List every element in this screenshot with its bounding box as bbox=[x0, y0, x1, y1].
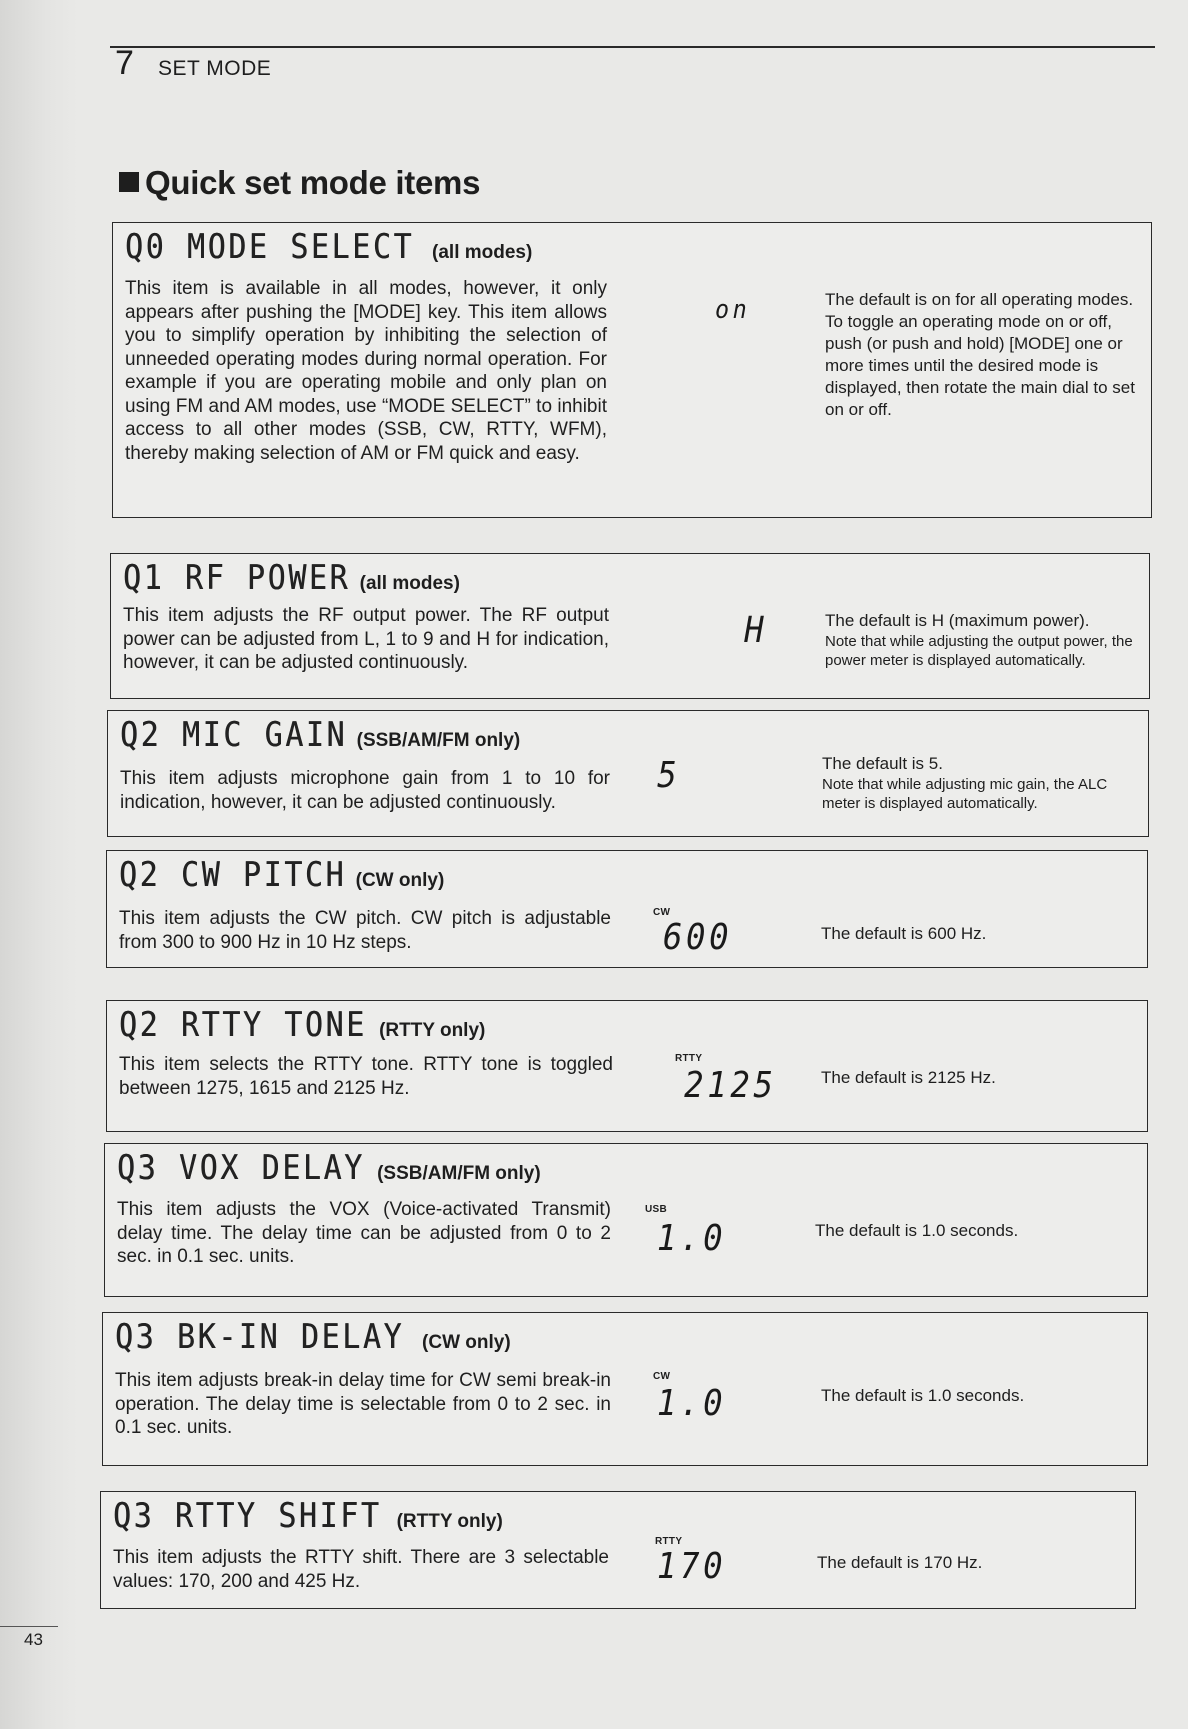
item-description: This item adjusts break-in delay time for CW semi break-in operation. The delay time is selectable from 0 to 2 sec. in 0.1 sec. units. bbox=[115, 1370, 611, 1438]
default-note-main: The default is H (maximum power). bbox=[825, 611, 1090, 630]
lcd-mode-label: USB bbox=[645, 1204, 668, 1215]
default-note: The default is on for all operating modes. To toggle an operating mode on or off, push (or push and hold) [MODE] one or more times until the desired mode is displayed, then rotate the main dial to set on or off. bbox=[825, 290, 1135, 419]
item-header bbox=[123, 558, 460, 598]
section-title bbox=[119, 164, 480, 202]
lcd-mode-label: RTTY bbox=[675, 1053, 703, 1064]
lcd-mode-label: CW bbox=[653, 1371, 671, 1382]
lcd-mode-label: CW bbox=[653, 907, 671, 918]
lcd-display-value: 2125 bbox=[684, 1065, 777, 1106]
item-description: This item is available in all modes, however, it only appears after pushing the [MODE] key. This item allows you to simplify operation by inhibiting the selection of unneeded operating modes during normal operation. For example if you are operating mobile and only plan on using FM and AM modes, use “MODE SELECT” to inhibit access to all other modes (SSB, CW, RTTY, WFM), thereby making selection of AM or FM quick and easy. bbox=[125, 278, 607, 464]
item-name: Q2 RTTY TONE bbox=[119, 1005, 367, 1045]
default-note: The default is 170 Hz. bbox=[817, 1553, 983, 1572]
default-note-detail: Note that while adjusting mic gain, the ALC meter is displayed automatically. bbox=[822, 776, 1108, 812]
square-bullet-icon bbox=[119, 172, 139, 192]
lcd-display-value: 1.0 bbox=[656, 1383, 727, 1424]
item-mode: (all modes) bbox=[432, 242, 533, 263]
item-q1-rf-power bbox=[110, 553, 1150, 699]
item-name: Q2 CW PITCH bbox=[119, 855, 347, 895]
item-name: Q2 MIC GAIN bbox=[120, 715, 348, 755]
item-mode: (RTTY only) bbox=[396, 1511, 503, 1532]
item-q2-cw-pitch bbox=[106, 850, 1148, 968]
item-q2-rtty-tone bbox=[106, 1000, 1148, 1132]
page-number: 43 bbox=[24, 1630, 43, 1649]
item-name: Q3 VOX DELAY bbox=[117, 1148, 365, 1188]
default-note: The default is 1.0 seconds. bbox=[815, 1221, 1019, 1240]
chapter-title: SET MODE bbox=[158, 57, 272, 80]
item-description: This item adjusts the CW pitch. CW pitch is adjustable from 300 to 900 Hz in 10 Hz steps. bbox=[119, 908, 611, 953]
item-description: This item adjusts the RTTY shift. There are 3 selectable values: 170, 200 and 425 Hz. bbox=[113, 1547, 609, 1592]
item-mode: (CW only) bbox=[355, 870, 445, 891]
item-header bbox=[120, 715, 520, 755]
default-note-main: The default is 5. bbox=[822, 754, 943, 773]
item-description: This item adjusts microphone gain from 1 to 10 for indication, however, it can be adjusted continuously. bbox=[120, 768, 610, 813]
item-header bbox=[117, 1148, 541, 1188]
item-name: Q0 MODE SELECT bbox=[125, 227, 415, 267]
item-header bbox=[113, 1496, 503, 1536]
default-note: The default is 600 Hz. bbox=[821, 924, 987, 943]
default-note: The default is 1.0 seconds. bbox=[821, 1386, 1025, 1405]
item-mode: (RTTY only) bbox=[379, 1020, 486, 1041]
lcd-display-value: 1.0 bbox=[656, 1218, 727, 1259]
lcd-display-value: H bbox=[744, 610, 768, 651]
item-header bbox=[115, 1317, 511, 1357]
item-name: Q3 BK-IN DELAY bbox=[115, 1317, 405, 1357]
item-q2-mic-gain bbox=[107, 710, 1149, 837]
default-note bbox=[822, 753, 1144, 813]
item-mode: (SSB/AM/FM only) bbox=[377, 1163, 541, 1184]
page-number-rule bbox=[0, 1626, 58, 1627]
header-rule bbox=[110, 46, 1155, 48]
item-header bbox=[119, 855, 444, 895]
item-mode: (all modes) bbox=[359, 573, 460, 594]
item-name: Q3 RTTY SHIFT bbox=[113, 1496, 382, 1536]
lcd-display-value: on bbox=[714, 295, 751, 325]
lcd-mode-label: RTTY bbox=[655, 1536, 683, 1547]
item-header bbox=[125, 227, 532, 267]
item-description: This item adjusts the VOX (Voice-activated Transmit) delay time. The delay time can be adjusted from 0 to 2 sec. in 0.1 sec. units. bbox=[117, 1199, 611, 1267]
section-title-text: Quick set mode items bbox=[145, 164, 481, 201]
item-description: This item selects the RTTY tone. RTTY tone is toggled between 1275, 1615 and 2125 Hz. bbox=[119, 1054, 613, 1099]
lcd-display-value: 170 bbox=[656, 1546, 727, 1587]
item-mode: (SSB/AM/FM only) bbox=[356, 730, 521, 751]
item-q3-vox-delay bbox=[104, 1143, 1148, 1297]
item-description: This item adjusts the RF output power. The RF output power can be adjusted from L, 1 to 9 and H for indication, however, it can be adjusted continuously. bbox=[123, 605, 609, 673]
default-note bbox=[825, 610, 1143, 670]
page-binding-edge bbox=[0, 0, 78, 1729]
lcd-display-value: 5 bbox=[657, 755, 681, 796]
lcd-display-value: 600 bbox=[662, 917, 733, 958]
item-name: Q1 RF POWER bbox=[123, 558, 351, 598]
item-header bbox=[119, 1005, 485, 1045]
default-note-detail: Note that while adjusting the output power, the power meter is displayed automatically. bbox=[825, 633, 1133, 669]
default-note: The default is 2125 Hz. bbox=[821, 1068, 996, 1087]
item-q0-mode-select bbox=[112, 222, 1152, 518]
item-q3-rtty-shift bbox=[100, 1491, 1136, 1609]
item-q3-bk-in-delay bbox=[102, 1312, 1148, 1466]
chapter-number: 7 bbox=[115, 44, 134, 82]
item-mode: (CW only) bbox=[422, 1332, 511, 1353]
